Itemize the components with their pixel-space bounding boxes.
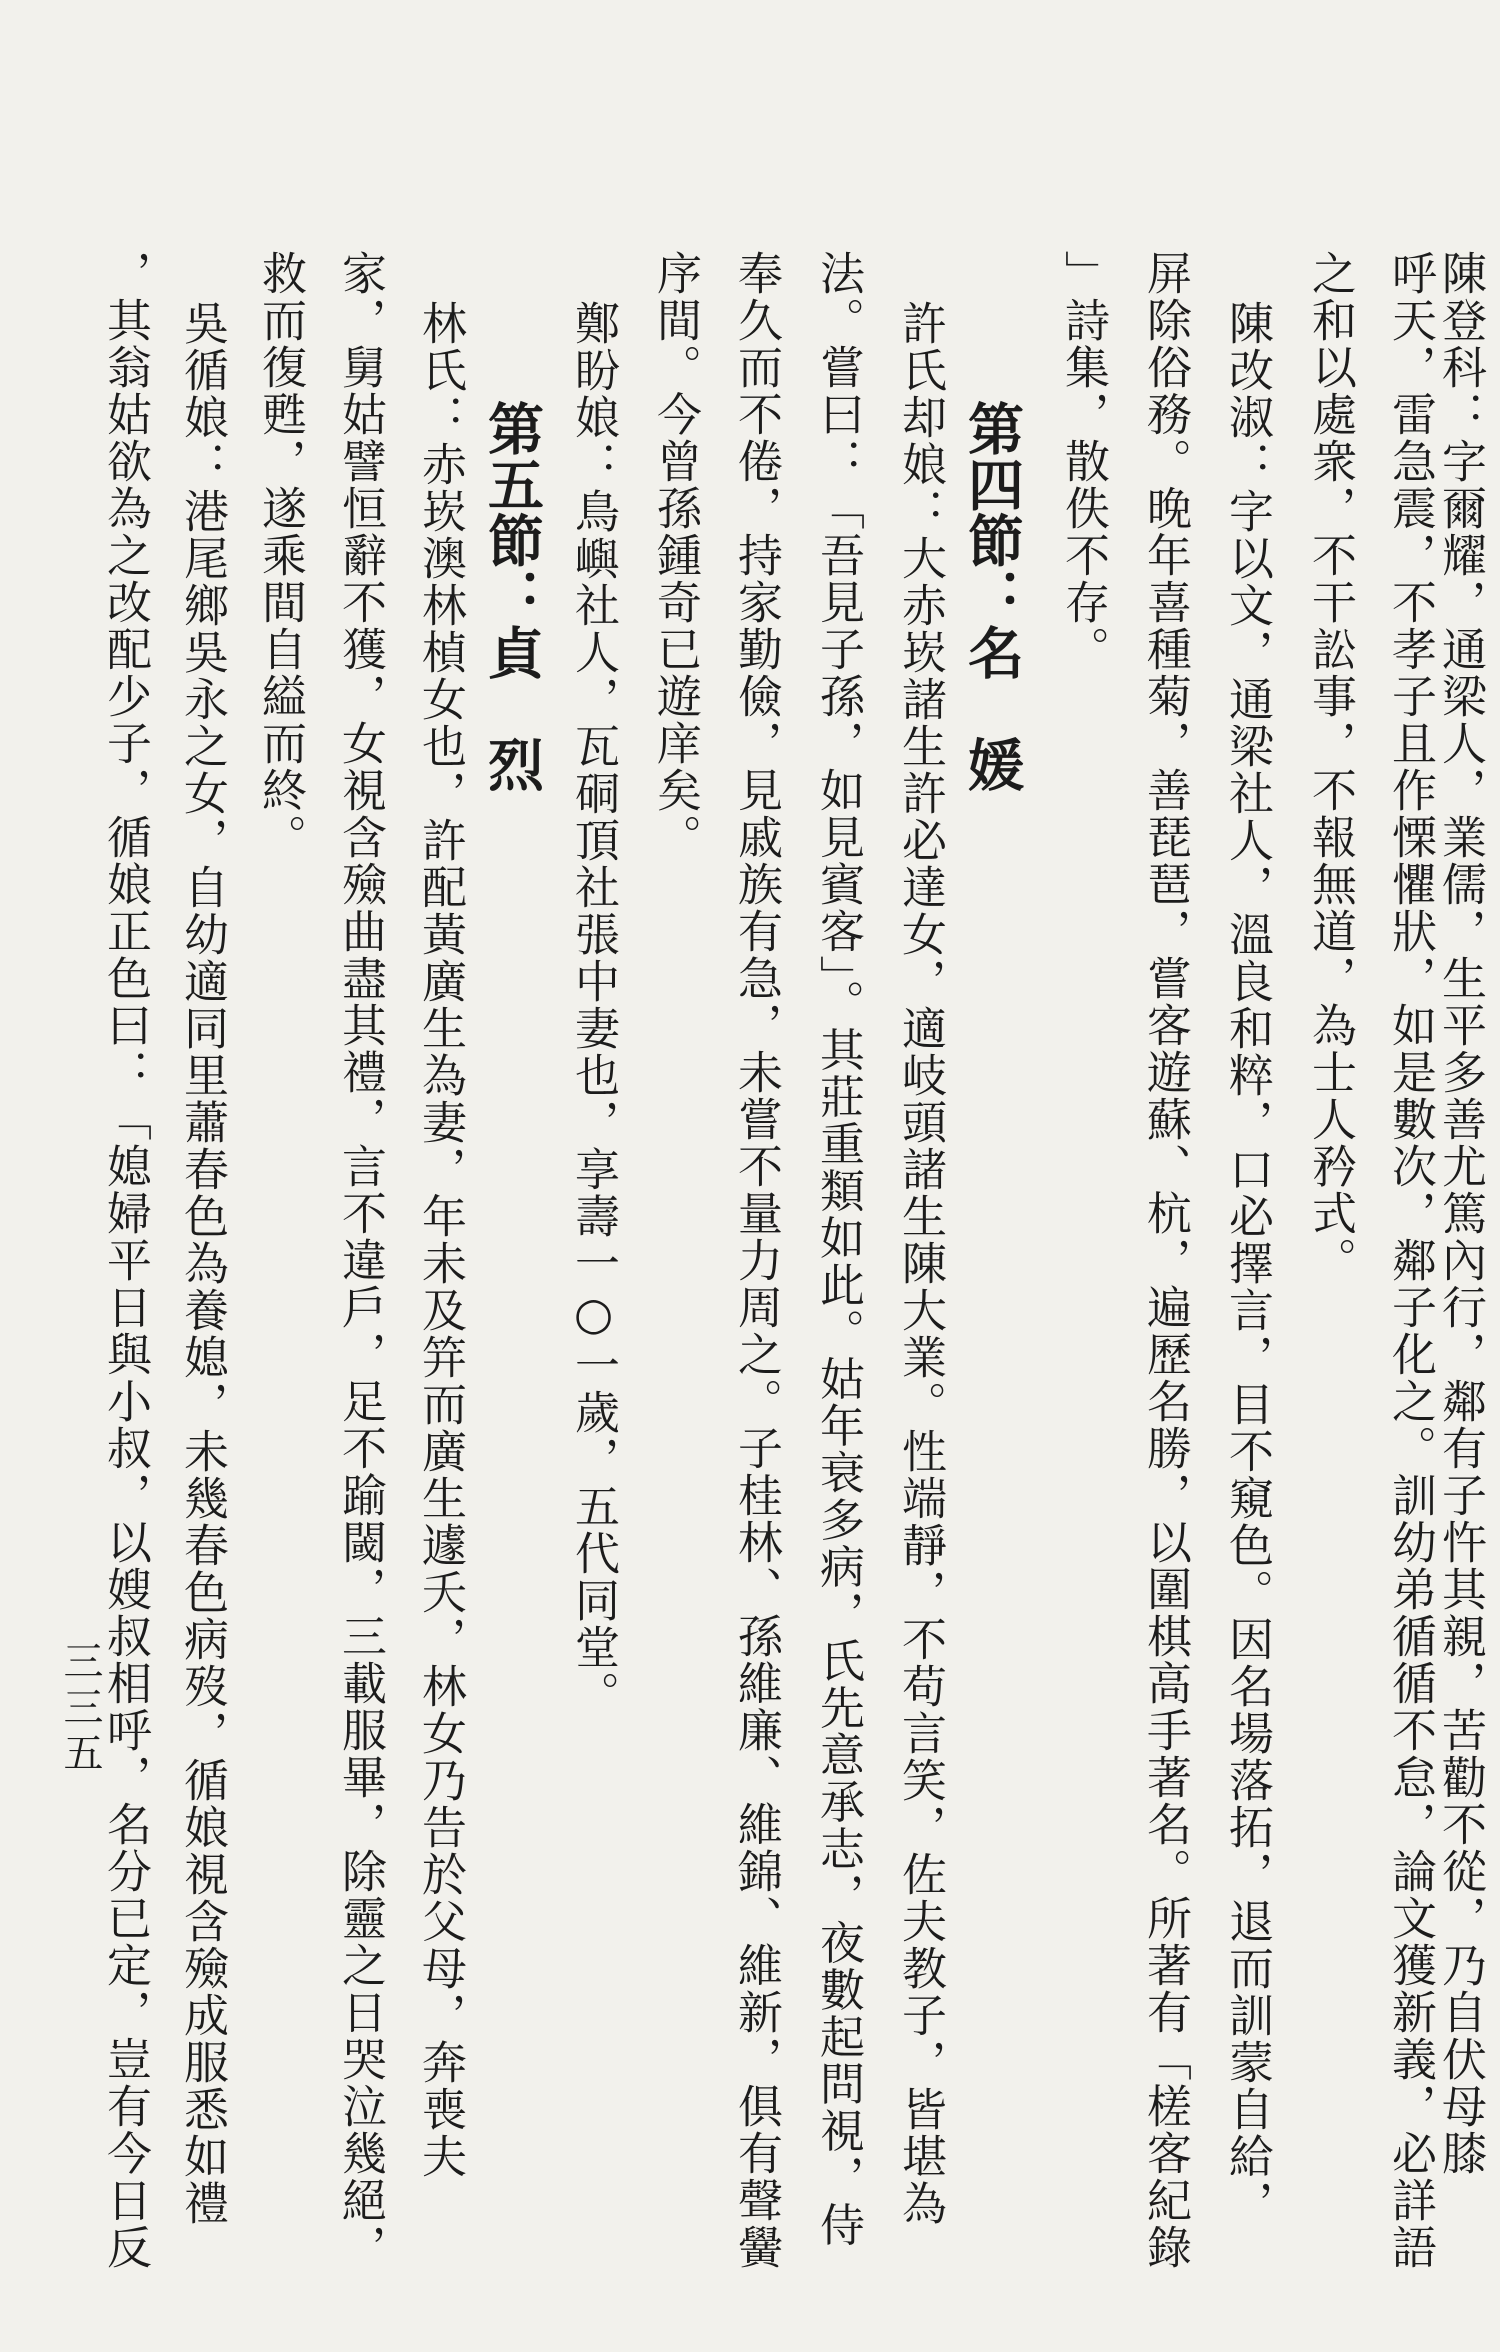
text-column-5: 屏除俗務。晚年喜種菊，善琵琶，嘗客遊蘇、杭，遍歷名勝，以圍棋高手著名。所著有「槎客紀錄 [1139,250,1192,2271]
text-column-13: 家，舅姑譬恒辭不獲，女視含殮曲盡其禮，言不違戶，足不踰閾，三載服畢，除靈之日哭泣幾絕， [334,250,387,2271]
text-column-7: 許氏却娘：大赤崁諸生許必達女，適岐頭諸生陳大業。性端靜，不苟言笑，佐夫教子，皆堪為 [894,300,947,2227]
text-column-15: 吳循娘：港尾鄉吳永之女，自幼適同里蕭春色為養媳，未幾春色病歿，循娘視含殮成服悉如禮 [176,300,229,2227]
text-column-6: 」詩集，散佚不存。 [1057,250,1110,673]
text-column-12: 林氏：赤崁澳林楨女也，許配黃廣生為妻，年未及笄而廣生遽夭，林女乃告於父母，奔喪夫 [414,300,467,2180]
text-column-10: 序間。今曾孫鍾奇已遊庠矣。 [649,250,702,861]
section-heading-5: 第五節：貞 烈 [479,400,545,792]
section-heading-4: 第四節：名 媛 [959,400,1025,792]
page-number: 三三五 [57,1640,103,1778]
text-column-8: 法。嘗曰：「吾見子孫，如見賓客」。其莊重類如此。姑年衰多病，氏先意承志，夜數起問視，侍 [812,250,865,2249]
text-column-14: 救而復甦，遂乘間自縊而終。 [254,250,307,861]
text-column-9: 奉久而不倦，持家勤儉，見戚族有急，未嘗不量力周之。子桂林、孫維廉、維錦、維新，俱有聲黌 [730,250,783,2271]
text-column-4: 陳改淑：字以文，通梁社人，溫良和粹，口必擇言，目不窺色。因名場落拓，退而訓蒙自給， [1221,300,1274,2227]
text-column-3: 之和以處衆，不干訟事，不報無道，為士人矜式。 [1304,250,1357,1284]
text-column-1: 陳登科：字爾耀，通梁人，業儒，生平多善尤篤內行，鄰有子忤其親，苦勸不從，乃自伏母膝 [1434,250,1487,2177]
text-column-16: ，其翁姑欲為之改配少子，循娘正色曰：「媳婦平日與小叔，以嫂叔相呼，名分已定，豈有今日反 [99,250,152,2271]
text-column-11: 鄭盼娘：鳥嶼社人，瓦硐頂社張中妻也，享壽一○一歲，五代同堂。 [567,300,620,1718]
text-column-2: 呼天，雷急震，不孝子且作慄懼狀，如是數次，鄰子化之。訓幼弟循循不怠，論文獲新義，必詳語 [1384,250,1437,2271]
